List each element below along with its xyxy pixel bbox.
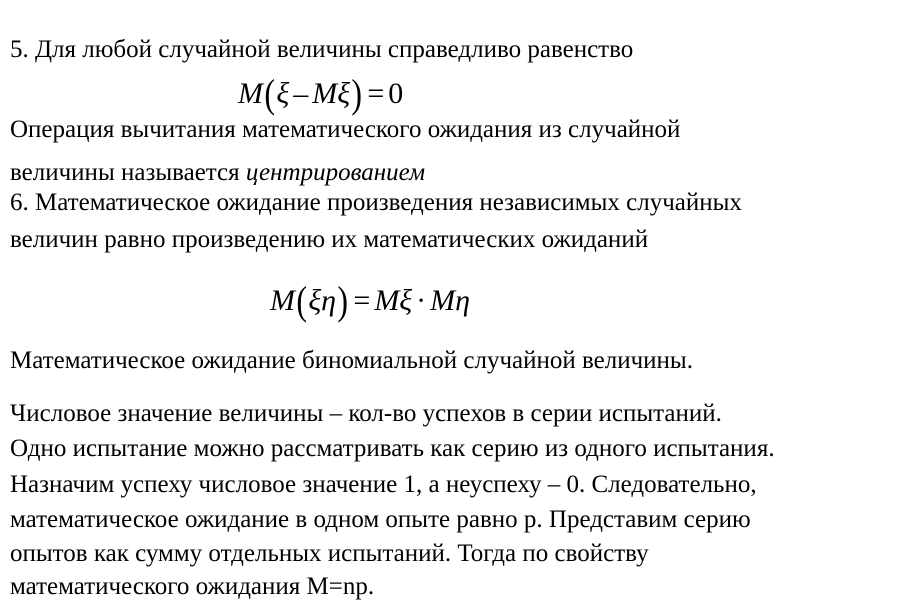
formula-paren-right: ) bbox=[337, 278, 349, 323]
property-6-statement: величин равно произведению их математических ожиданий bbox=[10, 226, 649, 253]
formula-paren-right: ) bbox=[351, 71, 363, 116]
formula-symbol: Mη bbox=[430, 284, 471, 317]
formula-symbol: ξη bbox=[308, 284, 337, 317]
formula-paren-left: ( bbox=[264, 71, 275, 116]
property-5-statement: 5. Для любой случайной величины справедливо равенство bbox=[10, 36, 634, 63]
text-span: величины называется bbox=[10, 159, 246, 186]
formula-symbol: 0 bbox=[388, 77, 404, 110]
formula-centered-expectation bbox=[238, 71, 404, 116]
property-6-statement: 6. Математическое ожидание произведения независимых случайных bbox=[10, 189, 742, 216]
formula-product-expectation bbox=[270, 278, 471, 323]
formula-operator: = bbox=[353, 284, 371, 317]
formula-symbol: M bbox=[270, 284, 295, 317]
formula-symbol: M bbox=[238, 77, 263, 110]
term-centering: центрированием bbox=[245, 159, 426, 186]
binomial-text-line: опытов как сумму отдельных испытаний. Тогда по свойству bbox=[10, 540, 649, 567]
formula-symbol: ξ bbox=[337, 77, 351, 110]
formula-symbol: ξ bbox=[276, 77, 290, 110]
centering-definition-line bbox=[10, 158, 425, 188]
binomial-text-line: Одно испытание можно рассматривать как серию из одного испытания. bbox=[10, 435, 775, 462]
binomial-text-line: математическое ожидание в одном опыте равно р. Представим серию bbox=[10, 506, 751, 533]
centering-definition-line: Операция вычитания математического ожидания из случайной bbox=[10, 116, 681, 143]
binomial-text-line: Числовое значение величины – кол-во успехов в серии испытаний. bbox=[10, 400, 722, 427]
binomial-text-line: Назначим успеху числовое значение 1, а неуспеху – 0. Следовательно, bbox=[10, 471, 757, 498]
binomial-heading: Математическое ожидание биномиальной случайной величины. bbox=[10, 347, 693, 374]
formula-paren-left: ( bbox=[296, 278, 307, 323]
binomial-text-line: математического ожидания М=np. bbox=[10, 573, 375, 600]
formula-operator: · bbox=[416, 284, 427, 317]
formula-operator: – bbox=[293, 77, 309, 110]
formula-operator: = bbox=[367, 77, 385, 110]
formula-symbol: Mξ bbox=[374, 284, 413, 317]
formula-symbol: M bbox=[312, 77, 338, 110]
